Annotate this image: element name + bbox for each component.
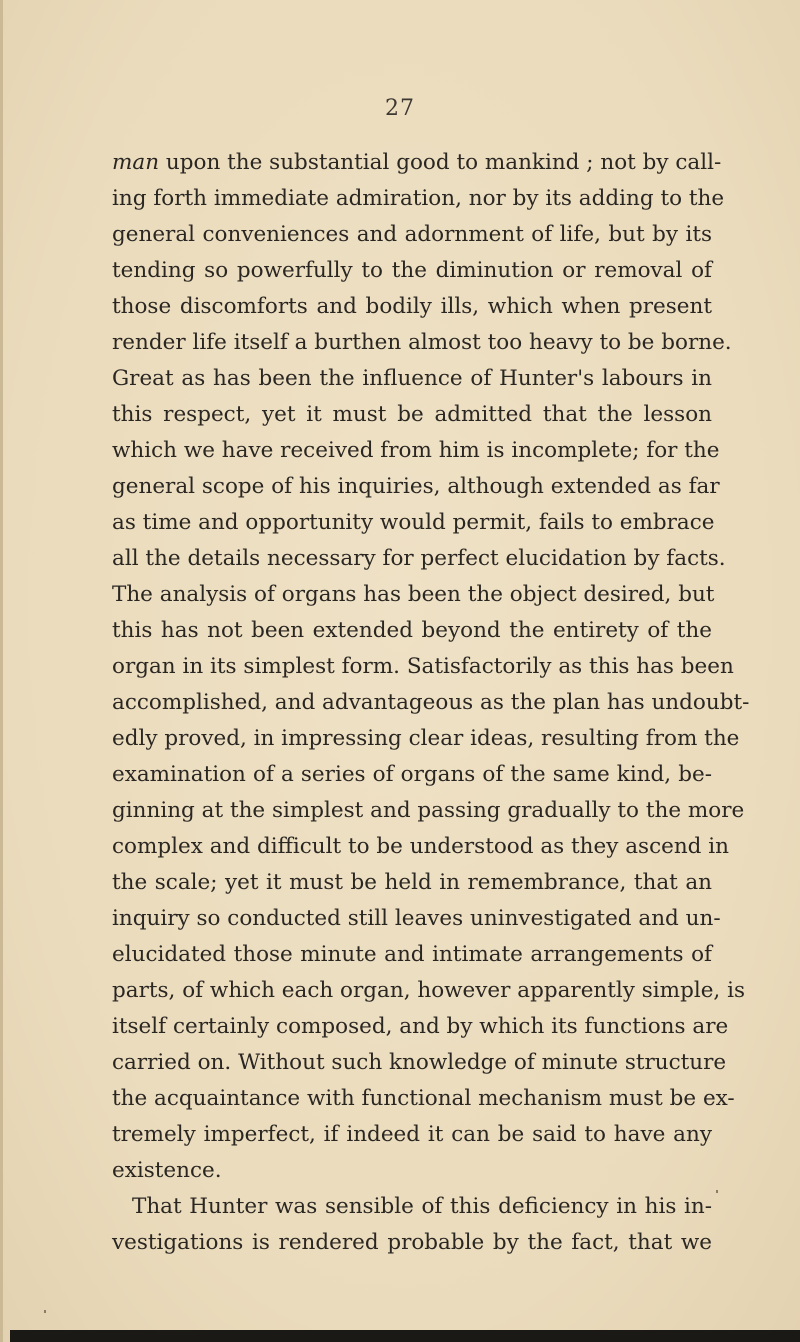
text-line-23: elucidated those minute and intimate arrangements of — [112, 942, 712, 967]
text-line-19: ginning at the simplest and passing gradually to the more — [112, 798, 745, 823]
text-line-29: existence. — [112, 1158, 222, 1183]
paper-speck — [44, 1310, 46, 1313]
text-line-21: the scale; yet it must be held in remembrance, that an — [112, 870, 712, 895]
text-line-31: vestigations is rendered probable by the fact, that we — [112, 1230, 712, 1255]
italic-word: man — [112, 150, 160, 175]
bottom-edge-shadow — [10, 1330, 800, 1342]
paper-speck — [716, 1190, 718, 1193]
text-line-12: all the details necessary for perfect elucidation by facts. — [112, 546, 726, 571]
text-line-27: the acquaintance with functional mechanism must be ex- — [112, 1086, 735, 1111]
text-line-14: this has not been extended beyond the entirety of the — [112, 618, 712, 643]
text-line-24: parts, of which each organ, however apparently simple, is — [112, 978, 746, 1003]
text-line-18: examination of a series of organs of the same kind, be- — [112, 762, 712, 787]
text-line-30: That Hunter was sensible of this deficiency in his in- — [132, 1194, 712, 1219]
text-line-1 — [112, 145, 722, 181]
text-line-5: those discomforts and bodily ills, which when present — [112, 294, 712, 319]
text-line-9: which we have received from him is incomplete; for the — [112, 438, 720, 463]
text-line-3: general conveniences and adornment of life, but by its — [112, 222, 712, 247]
text-line-15: organ in its simplest form. Satisfactorily as this has been — [112, 654, 734, 679]
text-line-1-rest: upon the substantial good to mankind ; not by call- — [159, 150, 722, 175]
page-number: 27 — [385, 96, 415, 121]
text-line-13: The analysis of organs has been the object desired, but — [112, 582, 715, 607]
body-text — [112, 145, 750, 1261]
text-line-20: complex and difficult to be understood as they ascend in — [112, 834, 730, 859]
text-line-7: Great as has been the influence of Hunter's labours in — [112, 366, 712, 391]
text-line-4: tending so powerfully to the diminution or removal of — [112, 258, 712, 283]
page-left-edge — [0, 0, 3, 1342]
text-line-28: tremely imperfect, if indeed it can be said to have any — [112, 1122, 712, 1147]
text-line-11: as time and opportunity would permit, fails to embrace — [112, 510, 715, 535]
text-line-6: render life itself a burthen almost too heavy to be borne. — [112, 330, 732, 355]
text-line-22: inquiry so conducted still leaves uninvestigated and un- — [112, 906, 721, 931]
text-line-25: itself certainly composed, and by which its functions are — [112, 1014, 729, 1039]
text-line-16: accomplished, and advantageous as the plan has undoubt- — [112, 690, 750, 715]
text-line-17: edly proved, in impressing clear ideas, resulting from the — [112, 726, 740, 751]
text-line-8: this respect, yet it must be admitted that the lesson — [112, 402, 712, 427]
text-line-26: carried on. Without such knowledge of minute structure — [112, 1050, 727, 1075]
text-line-10: general scope of his inquiries, although extended as far — [112, 474, 720, 499]
text-line-2: ing forth immediate admiration, nor by its adding to the — [112, 186, 725, 211]
